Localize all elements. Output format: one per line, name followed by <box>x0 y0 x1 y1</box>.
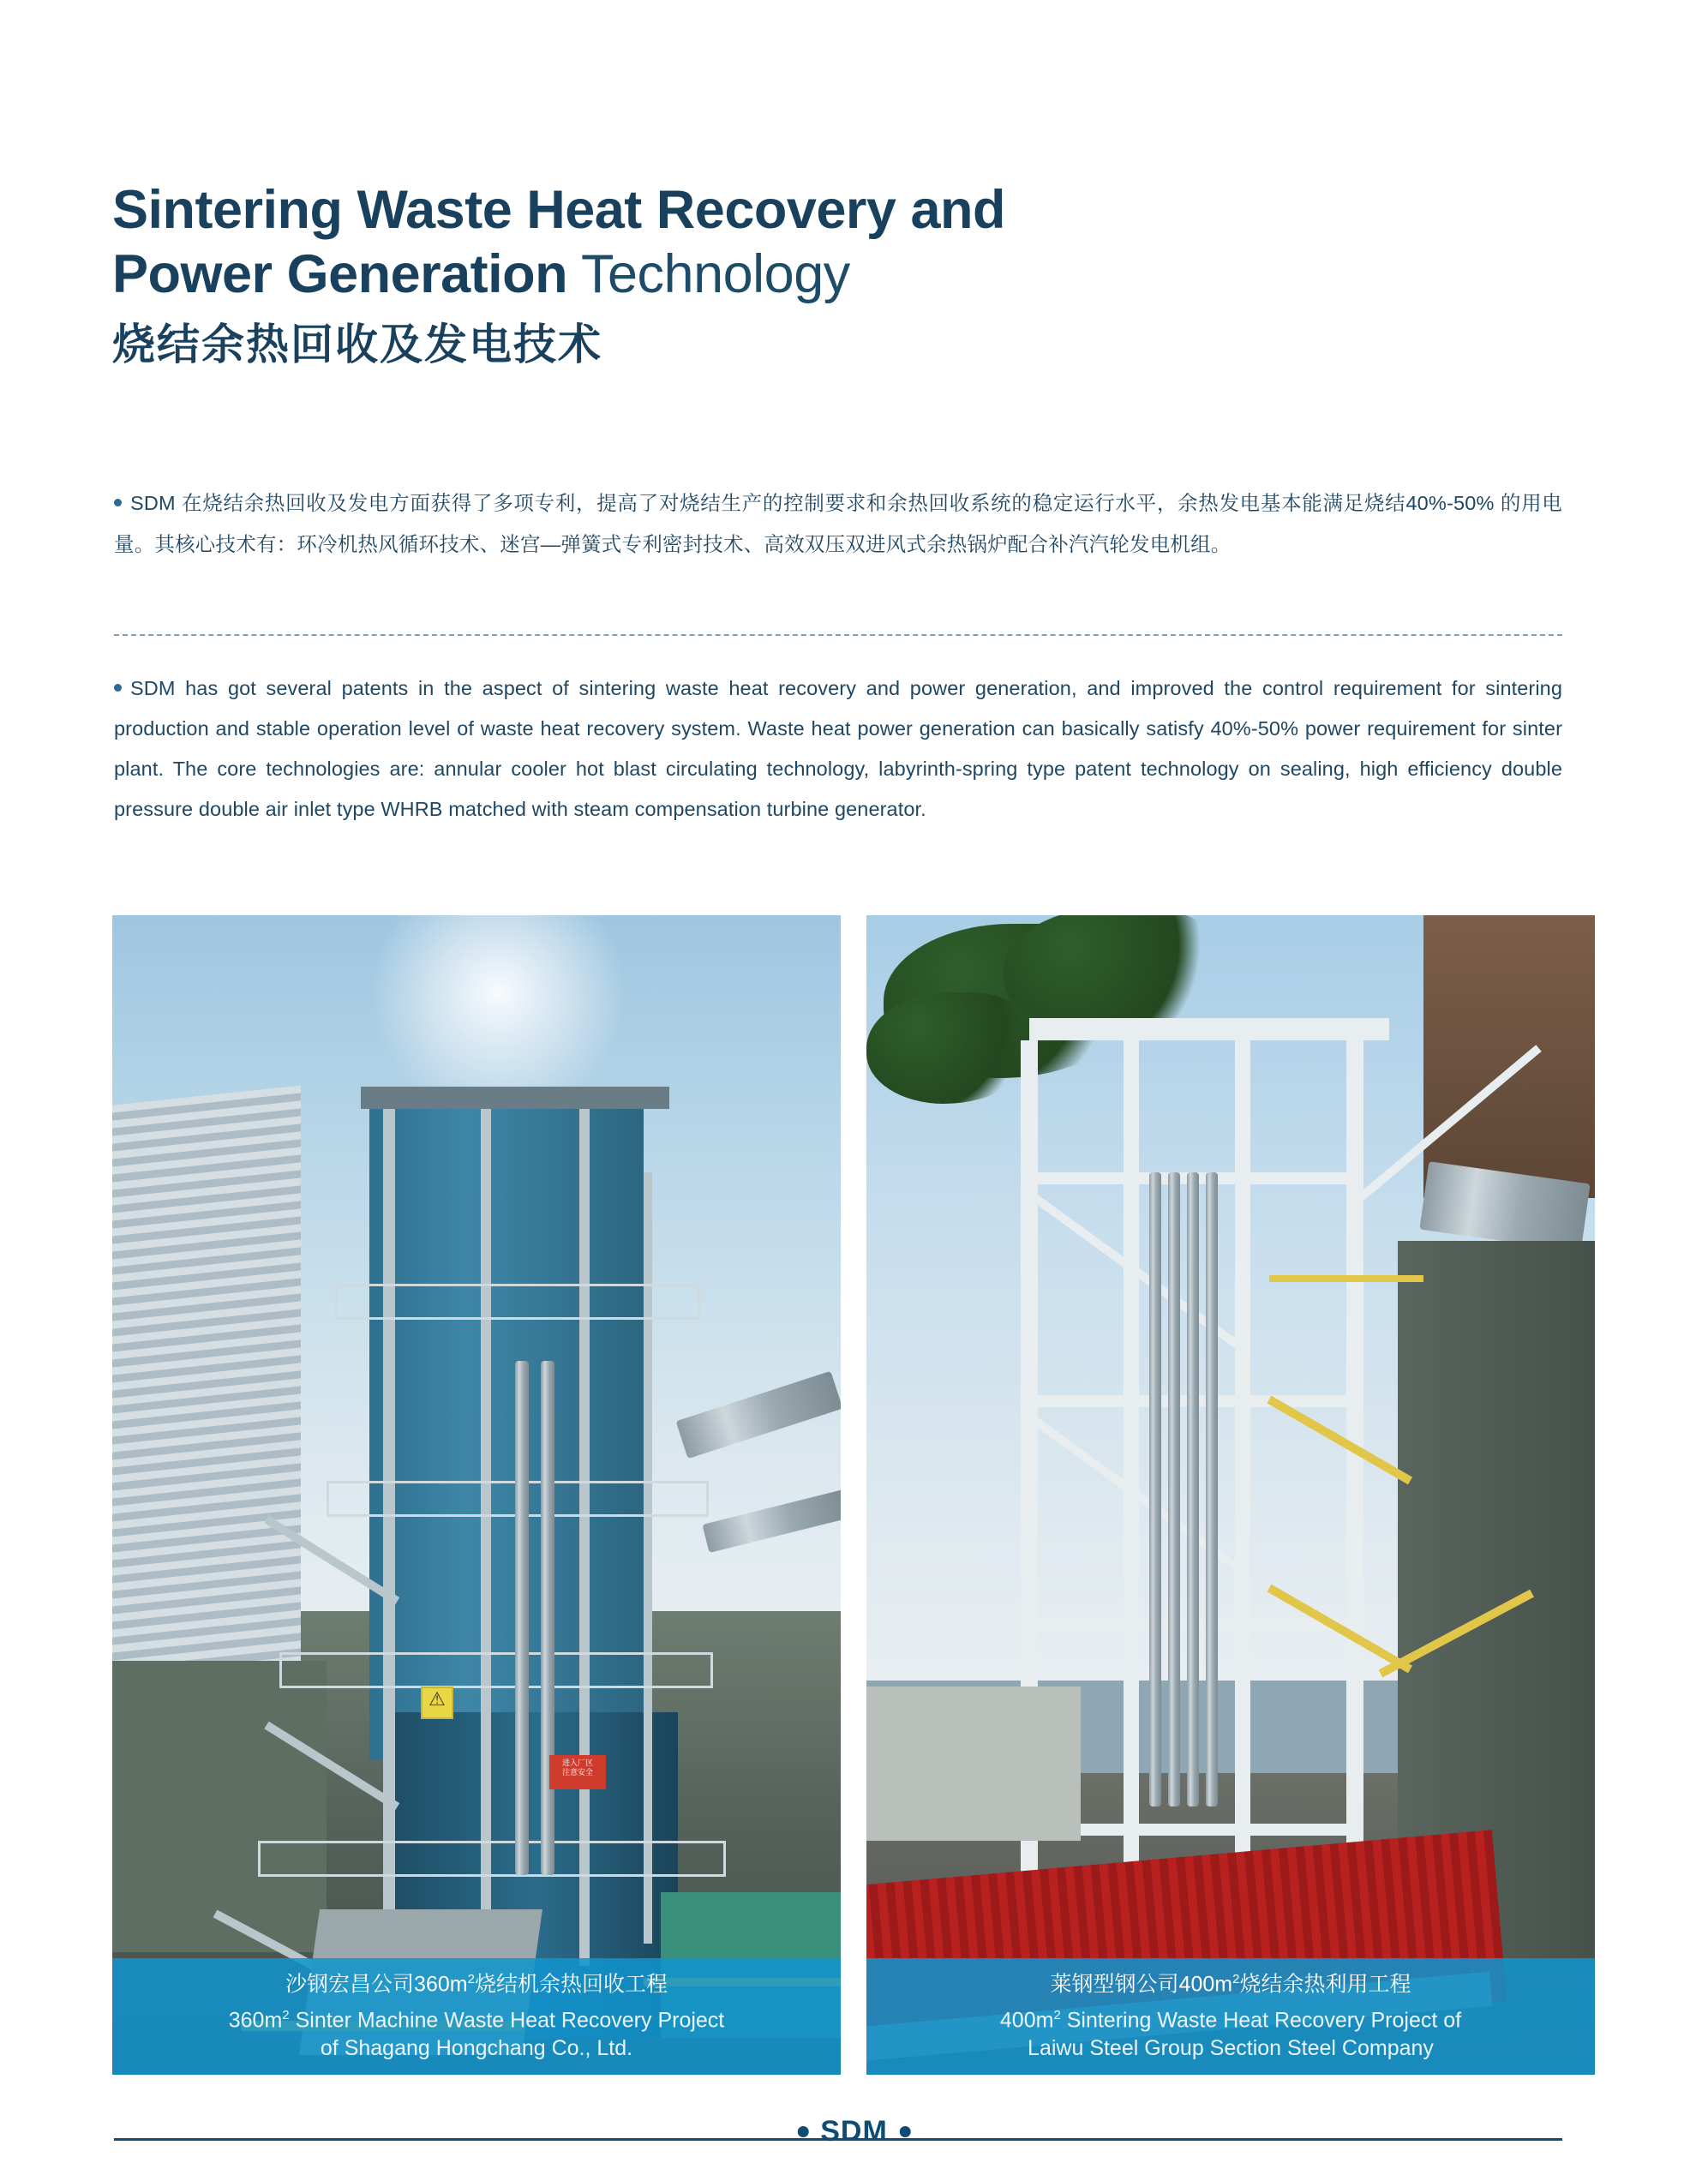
photo-gallery <box>112 915 1595 2075</box>
page-title-line2-light: Technology <box>567 244 850 304</box>
photo-laiwu-steel <box>866 915 1595 2075</box>
page-title-line1: Sintering Waste Heat Recovery and <box>112 180 1005 240</box>
page-title-english <box>112 178 1595 307</box>
riser-pipe <box>1206 1172 1218 1806</box>
column <box>383 1109 395 2034</box>
riser-pipe <box>1168 1172 1180 1806</box>
platform-railing <box>258 1841 726 1877</box>
page-title-line2-bold: Power Generation <box>112 244 568 304</box>
column <box>579 1109 590 1966</box>
title-block <box>112 178 1595 370</box>
paragraph-english <box>114 668 1562 830</box>
footer-logo-text: SDM <box>820 2115 888 2148</box>
photo-caption-chinese: 莱钢型钢公司$400m^2$烧结余热利用工程 <box>1050 1972 1411 1997</box>
paragraph-english-text: SDM has got several patents in the aspect of sintering waste heat recovery and power generation, and improved the control requirement for sintering production and stable operation level of waste heat recovery system. Waste heat power generation can basically satisfy 40%-50% power requirement for sinter plant. The core technologies are: annular cooler hot blast circulating technology, labyrinth-spring type patent technology on sealing, high efficiency double pressure double air inlet type WHRB matched with steam compensation turbine generator. <box>114 677 1562 820</box>
column <box>481 1109 491 2034</box>
platform-railing <box>335 1284 700 1320</box>
tower-top-deck <box>1029 1018 1389 1040</box>
brick-structure <box>1423 915 1595 1198</box>
photo-caption-chinese: 沙钢宏昌公司$360m^2$烧结机余热回收工程 <box>285 1972 668 1997</box>
low-building <box>866 1687 1081 1841</box>
warehouse-siding <box>112 1085 301 1756</box>
photo-caption-english-line2: Laiwu Steel Group Section Steel Company <box>1028 2036 1434 2060</box>
safety-sign: 进入厂区 注意安全 <box>549 1755 606 1789</box>
bullet-icon <box>114 684 122 692</box>
riser-pipe <box>541 1361 554 1875</box>
paragraph-chinese-text: SDM 在烧结余热回收及发电方面获得了多项专利，提高了对烧结生产的控制要求和余热回收系统的稳定运行水平，余热发电基本能满足烧结40%-50% 的用电量。其核心技术有：环冷机热风循环技术、迷宫—弹簧式专利密封技术、高效双压双进风式余热锅炉配合补汽汽轮发电机组。 <box>114 492 1562 555</box>
page-title-line2 <box>112 243 1595 307</box>
platform-railing <box>279 1652 713 1688</box>
riser-pipe <box>1187 1172 1199 1806</box>
tower-roof <box>361 1087 669 1109</box>
paragraph-chinese <box>114 482 1562 565</box>
tower-column <box>1346 1040 1363 1914</box>
warehouse-base <box>112 1661 327 1952</box>
riser-pipe <box>1149 1172 1161 1806</box>
footer-dot-icon <box>797 2126 808 2137</box>
footer-dot-icon <box>900 2126 911 2137</box>
photo-caption-english-line2: of Shagang Hongchang Co., Ltd. <box>320 2036 633 2060</box>
bullet-icon <box>114 499 122 506</box>
photo-caption <box>866 1958 1595 2075</box>
photo-shagang-hongchang <box>112 915 841 2075</box>
handrail-yellow <box>1269 1275 1423 1282</box>
page-title-chinese: 烧结余热回收及发电技术 <box>112 321 602 368</box>
footer-logo-mark <box>797 2115 911 2148</box>
photo-caption <box>112 1958 841 2075</box>
photo-caption-english-line1: $360m^2$ Sinter Machine Waste Heat Recovery Project <box>228 2007 725 2032</box>
riser-pipe <box>515 1361 529 1875</box>
dashed-divider <box>114 634 1562 636</box>
warning-sign-icon: ⚠ <box>421 1687 453 1719</box>
photo-caption-english-line1: $400m^2$ Sintering Waste Heat Recovery Project of <box>999 2007 1462 2032</box>
